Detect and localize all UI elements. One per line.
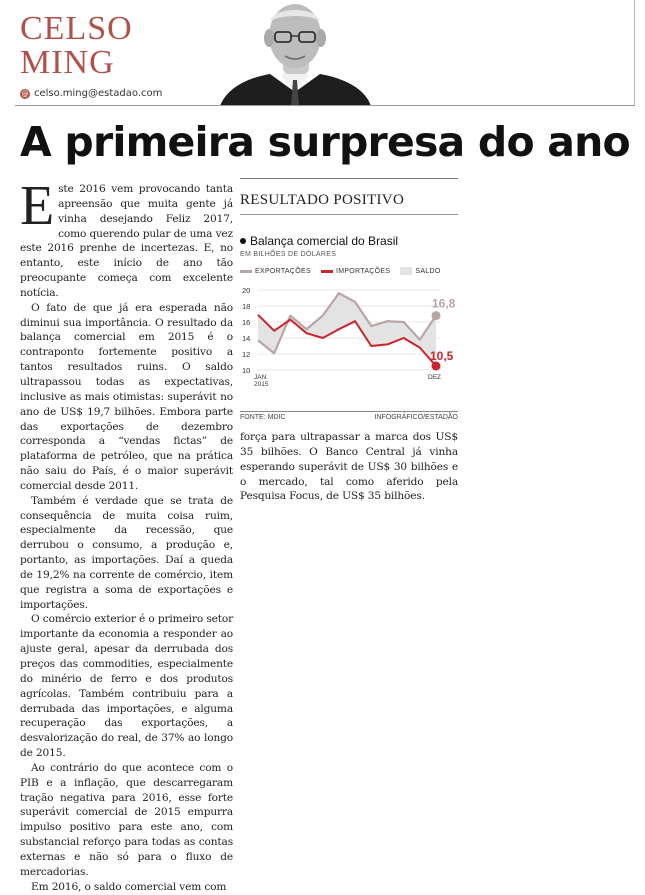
legend-swatch-saldo: [400, 267, 412, 275]
paragraph-6: Em 2016, o saldo comercial vem com: [31, 880, 227, 893]
paragraph-4: O comércio exterior é o primeiro setor importante da economia a responder ao ajuste geral, apesar da derrubada dos preços das commodities, especialmente do minério de ferro e dos produtos agrícolas. Também contribuiu para a derrubada das importações, e alguma recuperação das exportações, a desvalorização do real, de 37% ao longo de 2015.: [20, 613, 233, 760]
chart-top-rule: [240, 178, 458, 179]
email-icon: @: [21, 89, 29, 98]
y-tick-label: 16: [242, 318, 251, 327]
chart-legend: [240, 267, 458, 275]
paragraph-6-continued: força para ultrapassar a marca dos US$ 35 bilhões. O Banco Central já vinha esperando superávit de US$ 30 bilhões e o mercado, tal como aferido pela Pesquisa Focus, de US$ 35 bilhões.: [240, 431, 458, 503]
paragraph-1: [20, 175, 233, 301]
headline: A primeira surpresa do ano: [20, 118, 630, 166]
legend-exports: [240, 267, 311, 275]
legend-saldo: [400, 267, 440, 275]
paragraph-2: O fato de que já era esperada não diminui sua importância. O resultado da balança comercial em 2015 é o contraponto fortemente positivo a tantos resultados ruins. O saldo ultrapassou todas as expectativas, inclusive as mais otimistas: superávit no ano de US$ 19,7 bilhões. Embora parte das exportações de dezembro corresponda a “vendas fictas” de plataforma de petróleo, que na prática não saiu do País, é o maior superávit comercial desde 2011.: [20, 301, 233, 492]
imports-end-label: 10,5: [430, 349, 454, 363]
chart-footer: [240, 411, 458, 421]
y-tick-label: 12: [242, 350, 251, 359]
x-tick-label-end: DEZ: [428, 374, 441, 381]
header-frame-right: [634, 0, 635, 105]
chart-title-text: Balança comercial do Brasil: [250, 234, 399, 248]
exports-end-dot: [432, 311, 441, 320]
paragraph-1-text: ste 2016 vem provocando tanta apreensão que muita gente já vinha desejando Feliz 2017, como querendo pular de uma vez este 2016 prenhe de incertezas. E, no entanto, este início de ano tão preocupante começa com excelente notícia.: [20, 183, 233, 299]
article-column-2: [240, 430, 458, 504]
columnist-name: [20, 12, 133, 80]
paragraph-3: Também é verdade que se trata de consequência de muita coisa ruim, especialmente da recessão, que derrubou o consumo, a produção e, portanto, as importações. Daí a queda de 19,2% na corrente de comércio, item que registra a soma de exportações e importações.: [20, 494, 233, 611]
chart-plot: [240, 278, 458, 408]
article-column-1: [20, 175, 233, 895]
legend-swatch-imports: [321, 270, 333, 273]
x-tick-label-start: JAN: [254, 374, 267, 381]
chart-box: [240, 178, 458, 424]
columnist-email[interactable]: [20, 88, 162, 99]
email-text[interactable]: celso.ming@estadao.com: [34, 88, 163, 99]
exports-end-label: 16,8: [432, 296, 456, 311]
legend-label-saldo: SALDO: [415, 267, 441, 275]
chart-kicker: RESULTADO POSITIVO: [240, 192, 405, 208]
x-tick-label-year: 2015: [254, 381, 269, 388]
y-tick-label: 10: [242, 366, 251, 375]
columnist-portrait: [215, 0, 375, 106]
legend-imports: [321, 267, 390, 275]
chart-unit: EM BILHÕES DE DÓLARES: [240, 251, 337, 258]
column-header: [0, 0, 645, 112]
drop-cap: E: [20, 175, 55, 237]
chart-credit: INFOGRÁFICO/ESTADÃO: [374, 414, 458, 421]
legend-label-exports: EXPORTAÇÕES: [255, 267, 311, 275]
legend-swatch-exports: [240, 270, 252, 273]
chart-source: FONTE: MDIC: [240, 414, 286, 421]
legend-label-imports: IMPORTAÇÕES: [335, 267, 391, 275]
bullet-icon: [240, 238, 246, 244]
chart-title: [240, 234, 398, 248]
columnist-first-name: CELSO: [20, 10, 133, 47]
y-tick-label: 20: [242, 286, 251, 295]
columnist-last-name: MING: [20, 44, 115, 81]
y-tick-label: 14: [242, 334, 251, 343]
chart-kicker-rule: [240, 214, 458, 215]
y-tick-label: 18: [242, 302, 251, 311]
paragraph-5: Ao contrário do que acontece com o PIB e a inflação, que descarregaram tração negativa para 2016, esse forte superávit comercial de 2015 empurra impulso positivo para este ano, com substancial reforço para todas as contas externas e não só para o fluxo de mercadorias.: [20, 761, 233, 878]
header-rule: [15, 105, 635, 106]
